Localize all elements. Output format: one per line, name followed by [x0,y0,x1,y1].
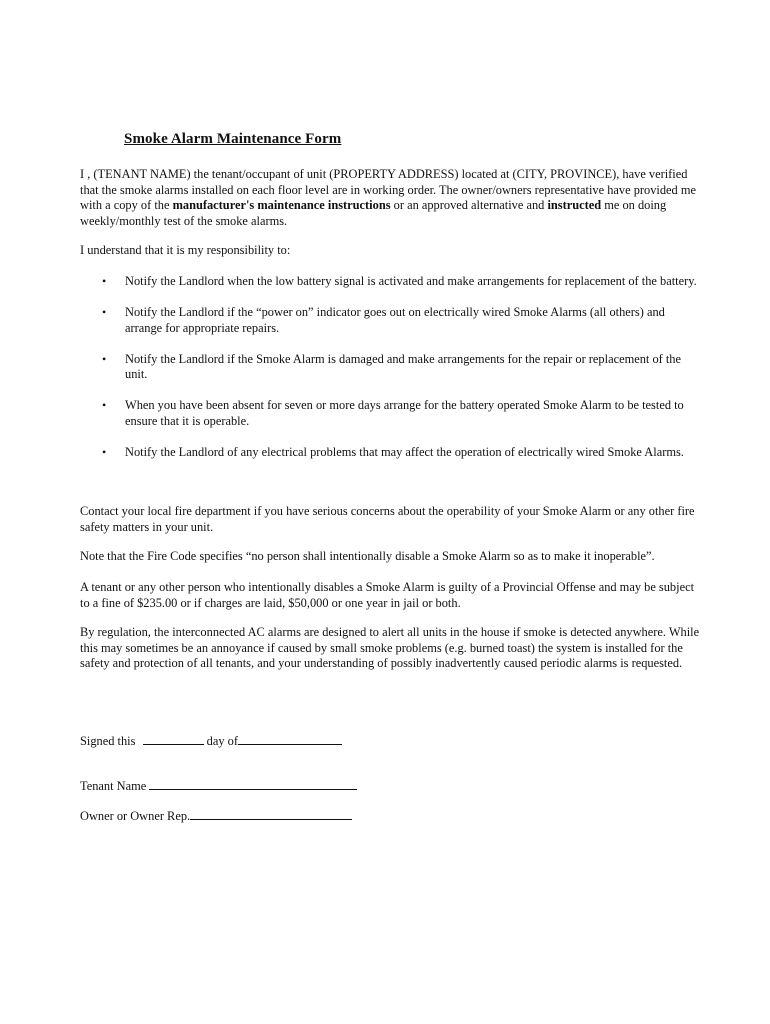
owner-rep-label: Owner or Owner Rep. [80,809,191,823]
list-item [80,352,697,383]
intro-text-1: I , (TENANT NAME) the tenant/occupant of unit (PROPERTY ADDRESS) located at (CITY, PROVINCE), have verified that the smoke alarms installed on each floor level are in working order. The owner/owners representative have provided me with a copy of the [80,167,696,212]
regulation-paragraph: By regulation, the interconnected AC alarms are designed to alert all units in the house if smoke is detected anywhere. While this may sometimes be an annoyance if caused by small smoke problems (e.g. burned toast) the system is installed for the safety and protection of all tenants, and your understanding of possibly inadvertently caused periodic alarms is requested. [80,625,700,670]
bullet-icon: • [102,274,107,288]
owner-rep-line [80,807,352,824]
signed-month-field[interactable] [238,732,342,745]
intro-text-2: or an approved alternative and [390,198,548,212]
fire-code-paragraph: Note that the Fire Code specifies “no person shall intentionally disable a Smoke Alarm so as to make it inoperable”. [80,549,655,563]
signed-this-line [80,732,342,749]
list-item-text: Notify the Landlord of any electrical problems that may affect the operation of electrically wired Smoke Alarms. [125,444,684,459]
bullet-icon: • [102,305,107,319]
list-item-text: Notify the Landlord if the Smoke Alarm is damaged and make arrangements for the repair or replacement of the unit. [125,351,681,381]
tenant-name-label: Tenant Name [80,779,147,793]
form-title: Smoke Alarm Maintenance Form [124,131,342,147]
intro-bold-instructed: instructed [547,198,602,212]
list-item-text: Notify the Landlord if the “power on” indicator goes out on electrically wired Smoke Alarms (all others) and arrange for appropriate repairs. [125,305,665,335]
intro-paragraph [80,167,700,229]
list-item [80,398,697,429]
list-item-text: Notify the Landlord when the low battery signal is activated and make arrangements for replacement of the battery. [125,274,697,288]
responsibility-list [80,274,700,476]
list-item [80,305,697,336]
intro-bold-instructions: manufacturer's maintenance instructions [172,198,391,212]
intro-text-3: me on doing weekly/monthly test of the smoke alarms. [80,198,667,228]
owner-rep-field[interactable] [190,807,352,820]
bullet-icon: • [102,398,107,412]
list-item [80,445,697,461]
signed-this-label: Signed this [80,734,136,748]
day-of-label: day of [206,734,238,748]
signed-day-field[interactable] [143,732,204,745]
list-item-text: When you have been absent for seven or more days arrange for the battery operated Smoke Alarm to be tested to ensure that it is operable. [125,398,684,428]
contact-paragraph: Contact your local fire department if you have serious concerns about the operability of your Smoke Alarm or any other fire safety matters in your unit. [80,504,695,534]
tenant-name-field[interactable] [149,777,357,790]
list-item [80,274,697,290]
bullet-icon: • [102,351,107,366]
tenant-name-line [80,777,357,794]
bullet-icon: • [102,444,107,459]
offense-paragraph: A tenant or any other person who intentionally disables a Smoke Alarm is guilty of a Provincial Offense and may be subject to a fine of $235.00 or if charges are laid, $50,000 or one year in jail or both. [80,580,695,610]
responsibility-heading: I understand that it is my responsibility to: [80,243,291,257]
